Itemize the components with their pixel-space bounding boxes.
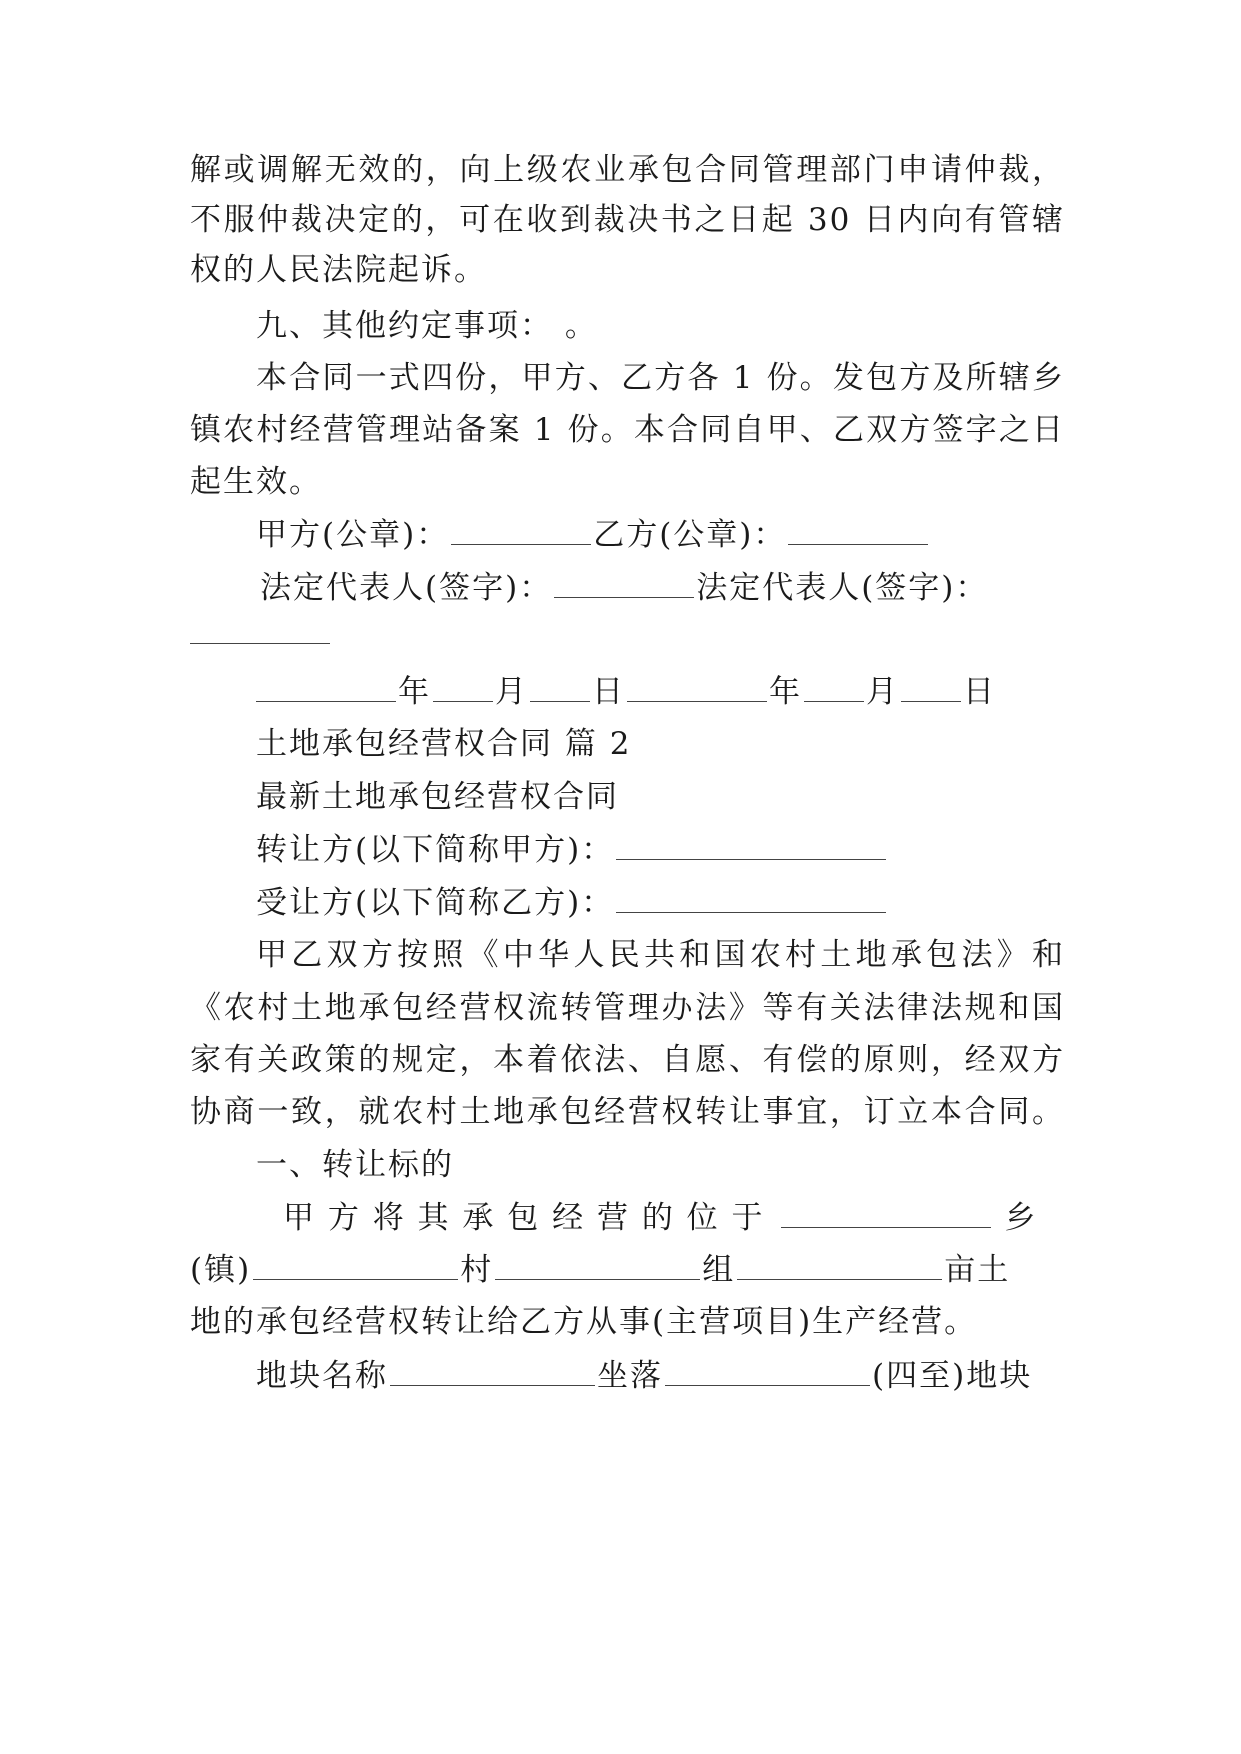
legal-rep-a-label: 法定代表人(签字)： xyxy=(260,570,553,606)
body-line: 甲乙双方按照《中华人民共和国农村土地承包法》和 xyxy=(256,937,1065,973)
body-line: 《农村土地承包经营权流转管理办法》等有关法律法规和国 xyxy=(190,990,1065,1026)
transferor-label: 转让方(以下简称甲方)： xyxy=(256,832,615,868)
body-line: 不服仲裁决定的，可在收到裁决书之日起 30 日内向有管辖 xyxy=(190,202,1065,238)
body-line: 解或调解无效的，向上级农业承包合同管理部门申请仲裁， xyxy=(190,152,1065,188)
body-line: 镇农村经营管理站备案 1 份。本合同自甲、乙双方签字之日 xyxy=(190,412,1065,448)
township-blank[interactable] xyxy=(781,1199,991,1228)
legal-rep-line xyxy=(260,568,988,608)
day-b-blank[interactable] xyxy=(901,673,961,702)
year-a-blank[interactable] xyxy=(256,673,396,702)
legal-rep-b-label: 法定代表人(签字)： xyxy=(696,570,989,606)
party-a-seal-label: 甲方(公章)： xyxy=(256,517,450,553)
transferee-blank[interactable] xyxy=(616,884,886,913)
transferee-label: 受让方(以下简称乙方)： xyxy=(256,885,615,921)
year-b-blank[interactable] xyxy=(627,673,767,702)
legal-rep-b-line xyxy=(190,614,332,654)
mu-label: 亩土 xyxy=(944,1252,1011,1288)
day-a-blank[interactable] xyxy=(530,673,590,702)
legal-rep-a-blank[interactable] xyxy=(554,569,694,598)
township-label: 乡 xyxy=(1004,1200,1038,1236)
year-a-label: 年 xyxy=(398,674,431,710)
legal-rep-b-blank[interactable] xyxy=(190,615,330,644)
transferor-blank[interactable] xyxy=(616,831,886,860)
plot-line xyxy=(256,1356,1032,1396)
party-a-seal-blank[interactable] xyxy=(451,516,591,545)
body-line: 地的承包经营权转让给乙方从事(主营项目)生产经营。 xyxy=(190,1304,978,1340)
year-b-label: 年 xyxy=(769,674,802,710)
location-label: 坐落 xyxy=(597,1358,663,1394)
clause-nine: 九、其他约定事项： 。 xyxy=(256,308,598,344)
plot-name-blank[interactable] xyxy=(390,1357,595,1386)
group-blank[interactable] xyxy=(737,1251,942,1280)
town-label: (镇) xyxy=(190,1252,252,1288)
plot-name-label: 地块名称 xyxy=(256,1358,388,1394)
body-line: 本合同一式四份，甲方、乙方各 1 份。发包方及所辖乡 xyxy=(256,360,1065,396)
town-blank[interactable] xyxy=(253,1251,458,1280)
month-a-label: 月 xyxy=(495,674,528,710)
month-b-blank[interactable] xyxy=(804,673,864,702)
body-line: 权的人民法院起诉。 xyxy=(190,252,487,288)
section-heading: 土地承包经营权合同 篇 2 xyxy=(256,726,632,762)
party-b-seal-label: 乙方(公章)： xyxy=(593,517,787,553)
date-line xyxy=(256,672,996,712)
day-a-label: 日 xyxy=(592,674,625,710)
clause-one-text: 甲 方 将 其 承 包 经 营 的 位 于 xyxy=(283,1200,765,1236)
month-b-label: 月 xyxy=(866,674,899,710)
clause-one-line2 xyxy=(190,1250,1010,1290)
contract-title: 最新土地承包经营权合同 xyxy=(256,779,619,815)
village-blank[interactable] xyxy=(495,1251,700,1280)
party-b-seal-blank[interactable] xyxy=(788,516,928,545)
seal-line xyxy=(256,515,930,555)
month-a-blank[interactable] xyxy=(433,673,493,702)
transferee-line xyxy=(256,883,888,923)
boundary-label: (四至)地块 xyxy=(872,1358,1033,1394)
body-line: 家有关政策的规定，本着依法、自愿、有偿的原则，经双方 xyxy=(190,1042,1065,1078)
body-line: 协商一致，就农村土地承包经营权转让事宜，订立本合同。 xyxy=(190,1094,1065,1130)
location-blank[interactable] xyxy=(665,1357,870,1386)
transferor-line xyxy=(256,830,888,870)
body-line: 起生效。 xyxy=(190,464,322,500)
day-b-label: 日 xyxy=(963,674,996,710)
village-label: 村 xyxy=(460,1252,494,1288)
clause-one-line1 xyxy=(283,1198,1038,1238)
clause-one-heading: 一、转让标的 xyxy=(256,1147,454,1183)
group-label: 组 xyxy=(702,1252,736,1288)
